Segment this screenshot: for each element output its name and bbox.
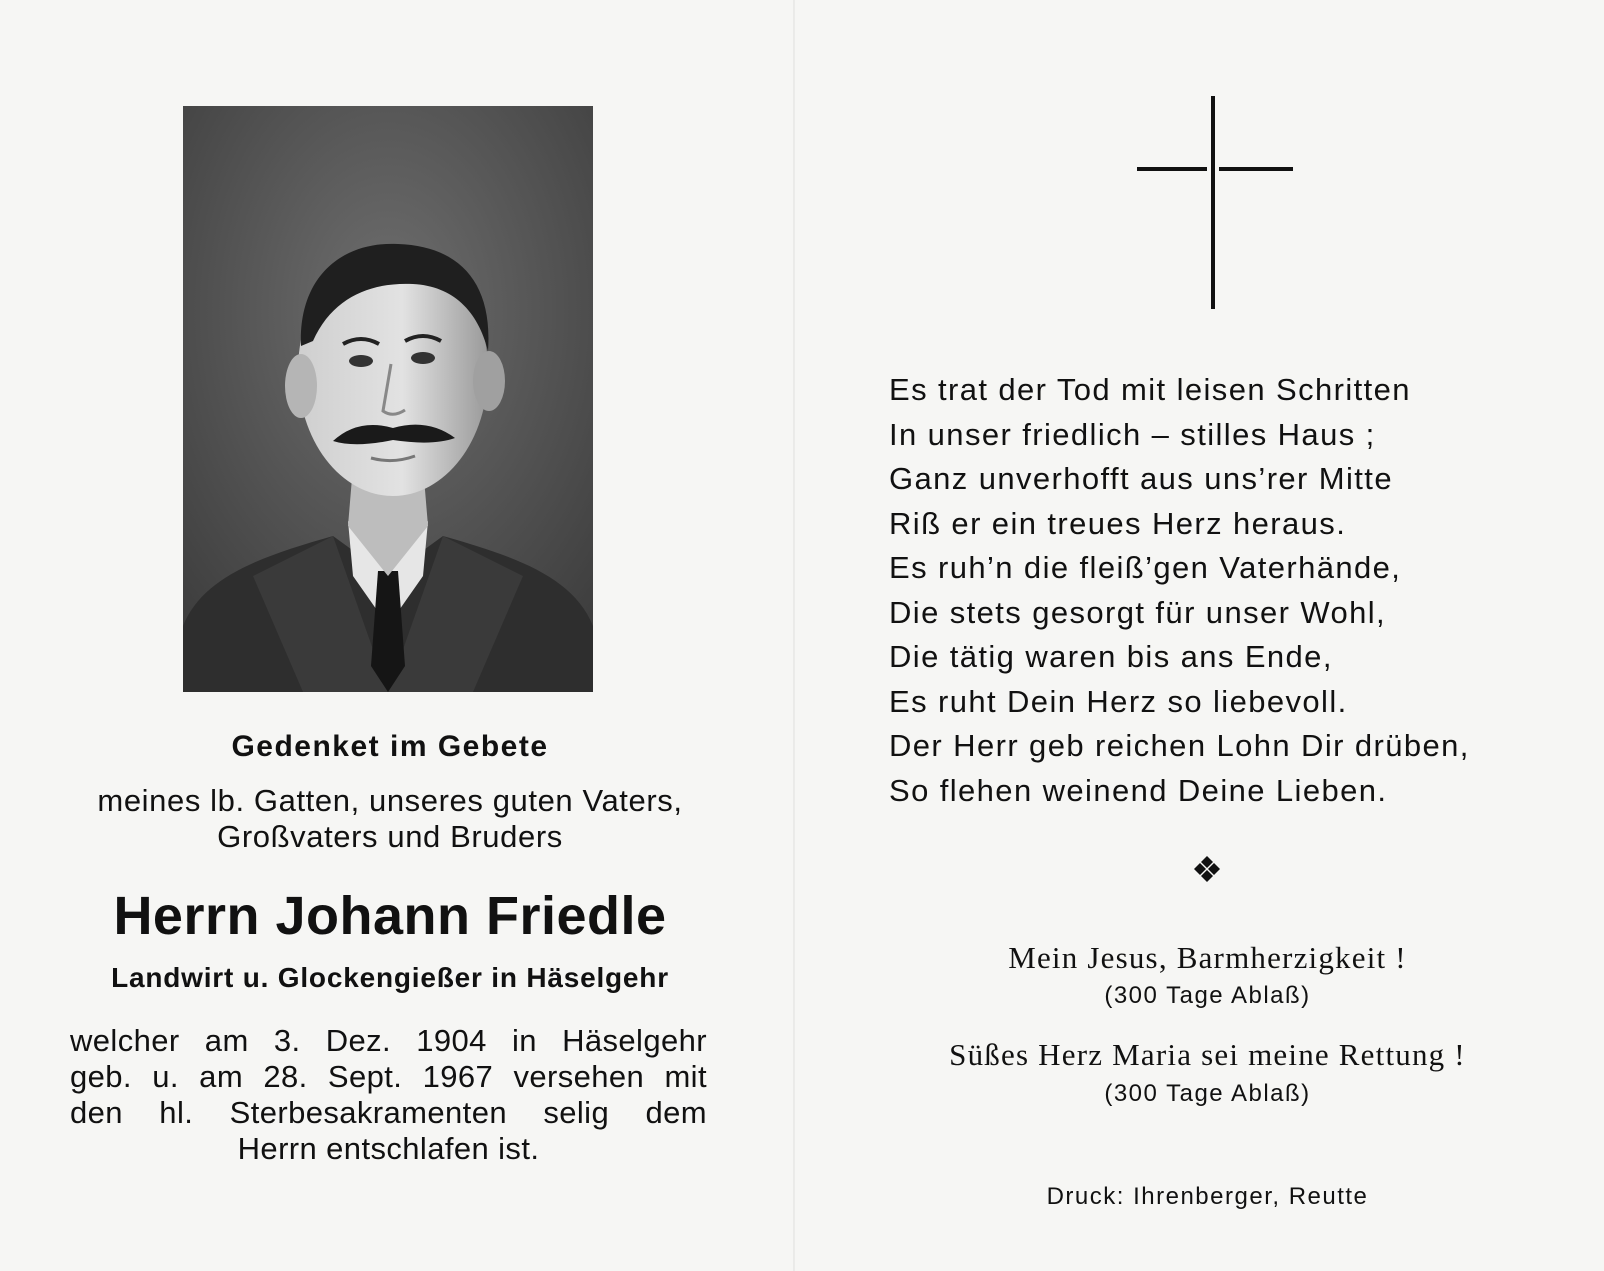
poem-line: Es trat der Tod mit leisen Schritten — [889, 372, 1411, 407]
detail-line: Herrn entschlafen ist. — [237, 1131, 540, 1166]
cross-icon — [1137, 96, 1293, 309]
poem-line: So flehen weinend Deine Lieben. — [889, 772, 1388, 808]
occupation: Landwirt u. Glockengießer in Häselgehr — [111, 962, 669, 993]
poem-line: Es ruht Dein Herz so liebevoll. — [889, 683, 1348, 719]
poem-line: Der Herr geb reichen Lohn Dir drüben, — [889, 728, 1470, 763]
memorial-poem — [889, 368, 1470, 813]
detail-line: welcher am 3. Dez. 1904 in Häselgehr — [70, 1023, 707, 1058]
poem-line: Riß er ein treues Herz heraus. — [889, 505, 1347, 541]
indulgence-note-2: (300 Tage Ablaß) — [1104, 1080, 1311, 1107]
deceased-name: Herrn Johann Friedle — [113, 886, 667, 946]
intro-line: Großvaters und Bruders — [217, 819, 563, 854]
portrait-photo — [183, 106, 593, 692]
diamond-ornament-icon — [1194, 856, 1220, 882]
detail-line: den hl. Sterbesakramenten selig dem — [70, 1095, 707, 1130]
poem-line: Die tätig waren bis ans Ende, — [889, 639, 1333, 674]
indulgence-note-1: (300 Tage Ablaß) — [1104, 982, 1311, 1009]
poem-line: Es ruh’n die fleiß’gen Vaterhände, — [889, 550, 1402, 585]
poem-line: Ganz unverhofft aus uns’rer Mitte — [889, 461, 1393, 496]
heading-gedenket: Gedenket im Gebete — [231, 730, 549, 763]
poem-line: In unser friedlich – stilles Haus ; — [889, 416, 1376, 452]
life-details — [70, 1023, 707, 1167]
card-fold — [793, 0, 795, 1271]
prayer-2: Süßes Herz Maria sei meine Rettung ! — [949, 1037, 1466, 1072]
printer-credit: Druck: Ihrenberger, Reutte — [1046, 1183, 1369, 1210]
intro-text — [60, 783, 720, 855]
intro-line: meines lb. Gatten, unseres guten Vaters, — [97, 783, 683, 818]
detail-line: geb. u. am 28. Sept. 1967 versehen mit — [70, 1059, 707, 1094]
prayer-1: Mein Jesus, Barmherzigkeit ! — [1008, 940, 1407, 975]
poem-line: Die stets gesorgt für unser Wohl, — [889, 594, 1387, 630]
